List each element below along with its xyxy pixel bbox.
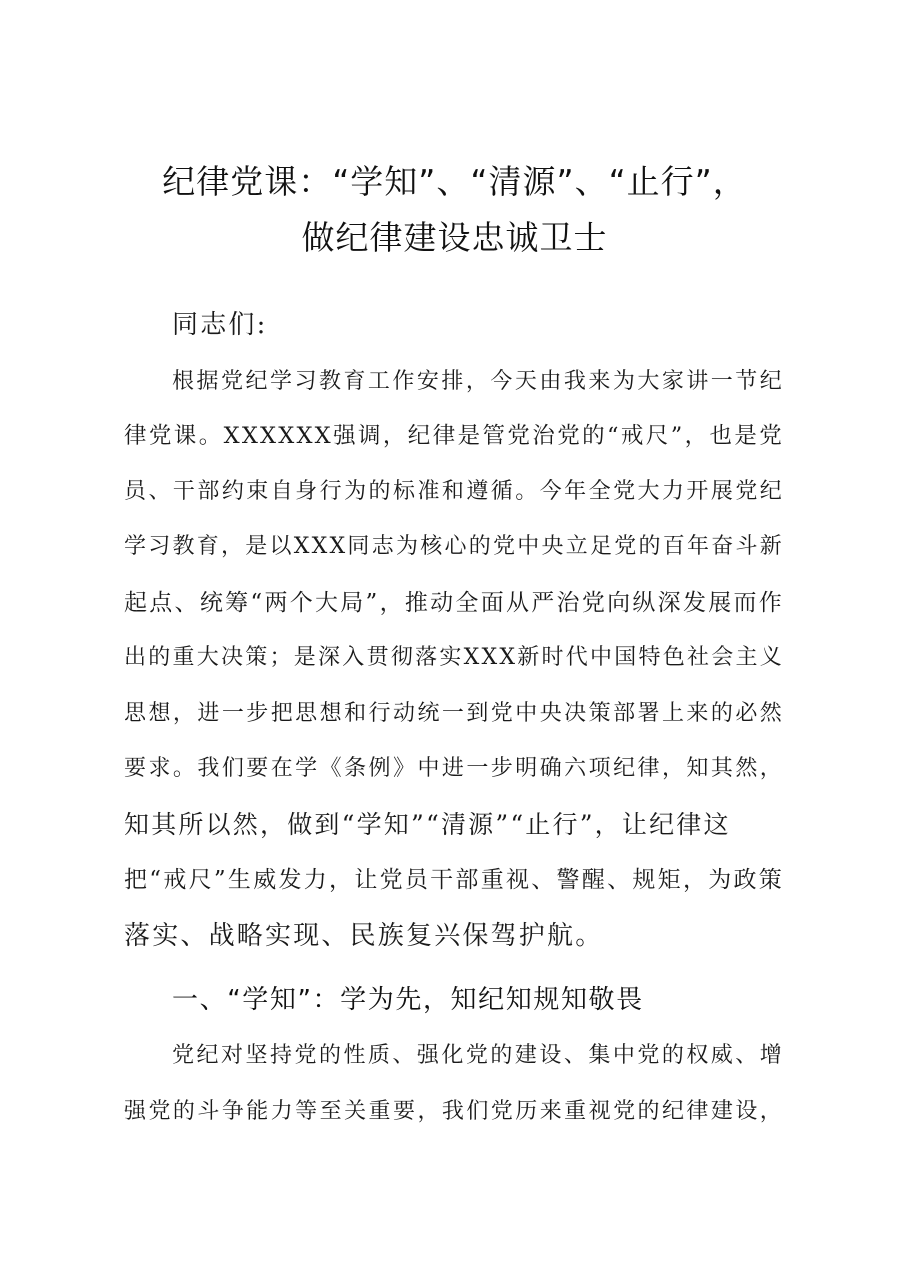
- greeting: 同志们:: [172, 310, 268, 340]
- paragraph-1-line: 落实、战略实现、民族复兴保驾护航。: [124, 921, 604, 951]
- title-line-2: 做纪律建设忠诚卫士: [301, 218, 608, 257]
- section-1-heading: 一、“学知”：学为先，知纪知规知敬畏: [172, 985, 644, 1015]
- paragraph-1-line: 根据党纪学习教育工作安排，今天由我来为大家讲一节纪: [172, 369, 784, 394]
- paragraph-1-line: 思想，进一步把思想和行动统一到党中央决策部署上来的必然: [124, 701, 784, 726]
- paragraph-1-line: 员、干部约束自身行为的标准和遵循。今年全党大力开展党纪: [124, 479, 784, 504]
- paragraph-2-line: 党纪对坚持党的性质、强化党的建设、集中党的权威、增: [172, 1043, 784, 1068]
- title-line-1: 纪律党课：“学知”、“清源”、“止行”，: [162, 162, 747, 201]
- paragraph-1-line: 学习教育，是以XXX同志为核心的党中央立足党的百年奋斗新: [124, 534, 784, 559]
- paragraph-1-line: 把“戒尺”生威发力，让党员干部重视、警醒、规矩，为政策: [124, 867, 784, 893]
- paragraph-2-line: 强党的斗争能力等至关重要，我们党历来重视党的纪律建设，: [124, 1099, 784, 1124]
- paragraph-1-line: 知其所以然，做到“学知”“清源”“止行”，让纪律这: [124, 810, 731, 839]
- paragraph-1-line: 要求。我们要在学《条例》中进一步明确六项纪律，知其然，: [124, 756, 784, 781]
- paragraph-1-line: 起点、统筹“两个大局”，推动全面从严治党向纵深发展而作: [124, 590, 784, 616]
- paragraph-1-line: 律党课。XXXXXX强调，纪律是管党治党的“戒尺”，也是党: [124, 423, 784, 449]
- paragraph-1-line: 出的重大决策；是深入贯彻落实XXX新时代中国特色社会主义: [124, 645, 784, 670]
